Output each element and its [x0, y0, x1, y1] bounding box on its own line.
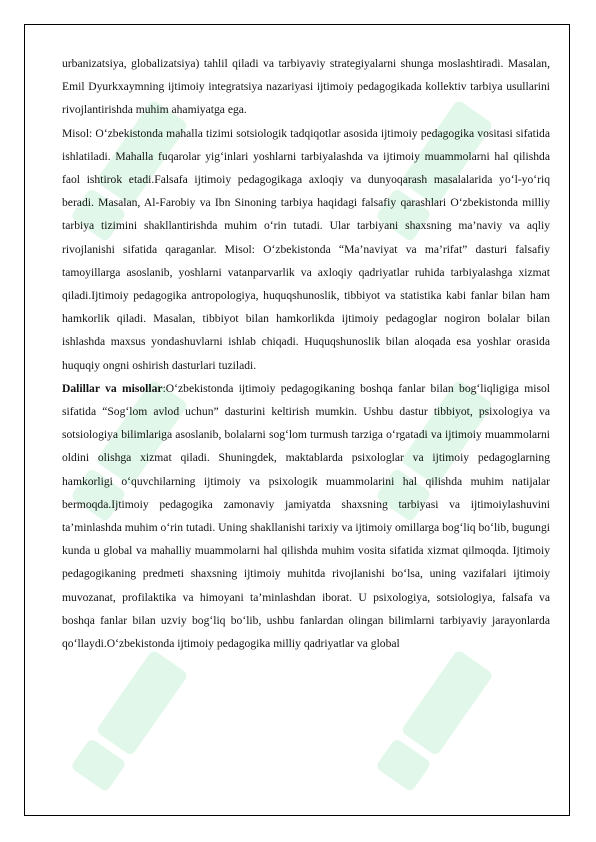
paragraph-3 — [62, 377, 550, 655]
paragraph-1: urbanizatsiya, globalizatsiya) tahlil qiladi va tarbiyaviy strategiyalarni shunga moslashtiradi. Masalan, Emil Dyurkxaymning ijtimoiy integratsiya nazariyasi ijtimoiy pedagogikada kollektiv tarbiya usullarini rivojlantirishda muhim ahamiyatga ega. — [62, 57, 550, 117]
document-body — [62, 52, 550, 655]
paragraph-3-heading: Dalillar va misollar — [62, 381, 163, 395]
paragraph-2: Misol: O‘zbekistonda mahalla tizimi sotsiologik tadqiqotlar asosida ijtimoiy pedagogika vositasi sifatida ishlatiladi. Mahalla fuqarolar yig‘inlari yoshlarni tarbiyalashda va ijtimoiy muammolarni hal qilishda faol ishtirok etadi.Falsafa ijtimoiy pedagogikaga axloqiy va dunyoqarash masalalarida yo‘l-yo‘riq beradi. Masalan, Al-Farobiy va Ibn Sinoning tarbiya haqidagi falsafiy qarashlari O‘zbekistonda milliy tarbiya tizimini shakllantirishda muhim o‘rin tutadi. Ular tarbiyani shaxsning ma’naviy va aqliy rivojlanishi sifatida qaraganlar. Misol: O‘zbekistonda “Ma’naviyat va ma’rifat” dasturi falsafiy tamoyillarga asoslanib, yoshlarni vatanparvarlik va axloqiy qadriyatlar ruhida tarbiyalashga xizmat qiladi.Ijtimoiy pedagogika antropologiya, huquqshunoslik, tibbiyot va statistika kabi fanlar bilan ham hamkorlik qiladi. Masalan, tibbiyot bilan hamkorlikda ijtimoiy pedagoglar nogiron bolalar bilan ishlashda maxsus yondashuvlarni ishlab chiqadi. Huquqshunoslik bilan aloqada esa yoshlar orasida huquqiy ongni oshirish dasturlari tuziladi. — [62, 126, 550, 372]
paragraph-3-body: :O‘zbekistonda ijtimoiy pedagogikaning boshqa fanlar bilan bog‘liqligiga misol sifatida “Sog‘lom avlod uchun” dasturini keltirish mumkin. Ushbu dastur tibbiyot, psixologiya va sotsiologiya bilimlariga asoslanib, bolalarni sog‘lom turmush tarziga o‘rgatadi va ijtimoiy muammolarni oldini olishga xizmat qiladi. Shuningdek, maktablarda psixologlar va ijtimoiy pedagoglarning hamkorligi o‘quvchilarning ijtimoiy va psixologik muammolarini hal qilishda muhim natijalar bermoqda.Ijtimoiy pedagogika zamonaviy jamiyatda shaxsning tarbiyasi va ijtimoiylashuvini ta’minlashda muhim o‘rin tutadi. Uning shakllanishi tarixiy va ijtimoiy omillarga bog‘liq bo‘lib, bugungi kunda u global va mahalliy muammolarni hal qilishda muhim vosita sifatida xizmat qilmoqda. Ijtimoiy pedagogikaning predmeti shaxsning ijtimoiy muhitda rivojlanishi bo‘lsa, uning vazifalari ijtimoiy muvozanat, profilaktika va himoyani ta’minlashdan iborat. U psixologiya, sotsiologiya, falsafa va boshqa fanlar bilan uzviy bog‘liq bo‘lib, ushbu fanlardan olingan bilimlarni tarbiyaviy jarayonlarda qo‘llaydi.O‘zbekistonda ijtimoiy pedagogika milliy qadriyatlar va global — [62, 381, 550, 651]
